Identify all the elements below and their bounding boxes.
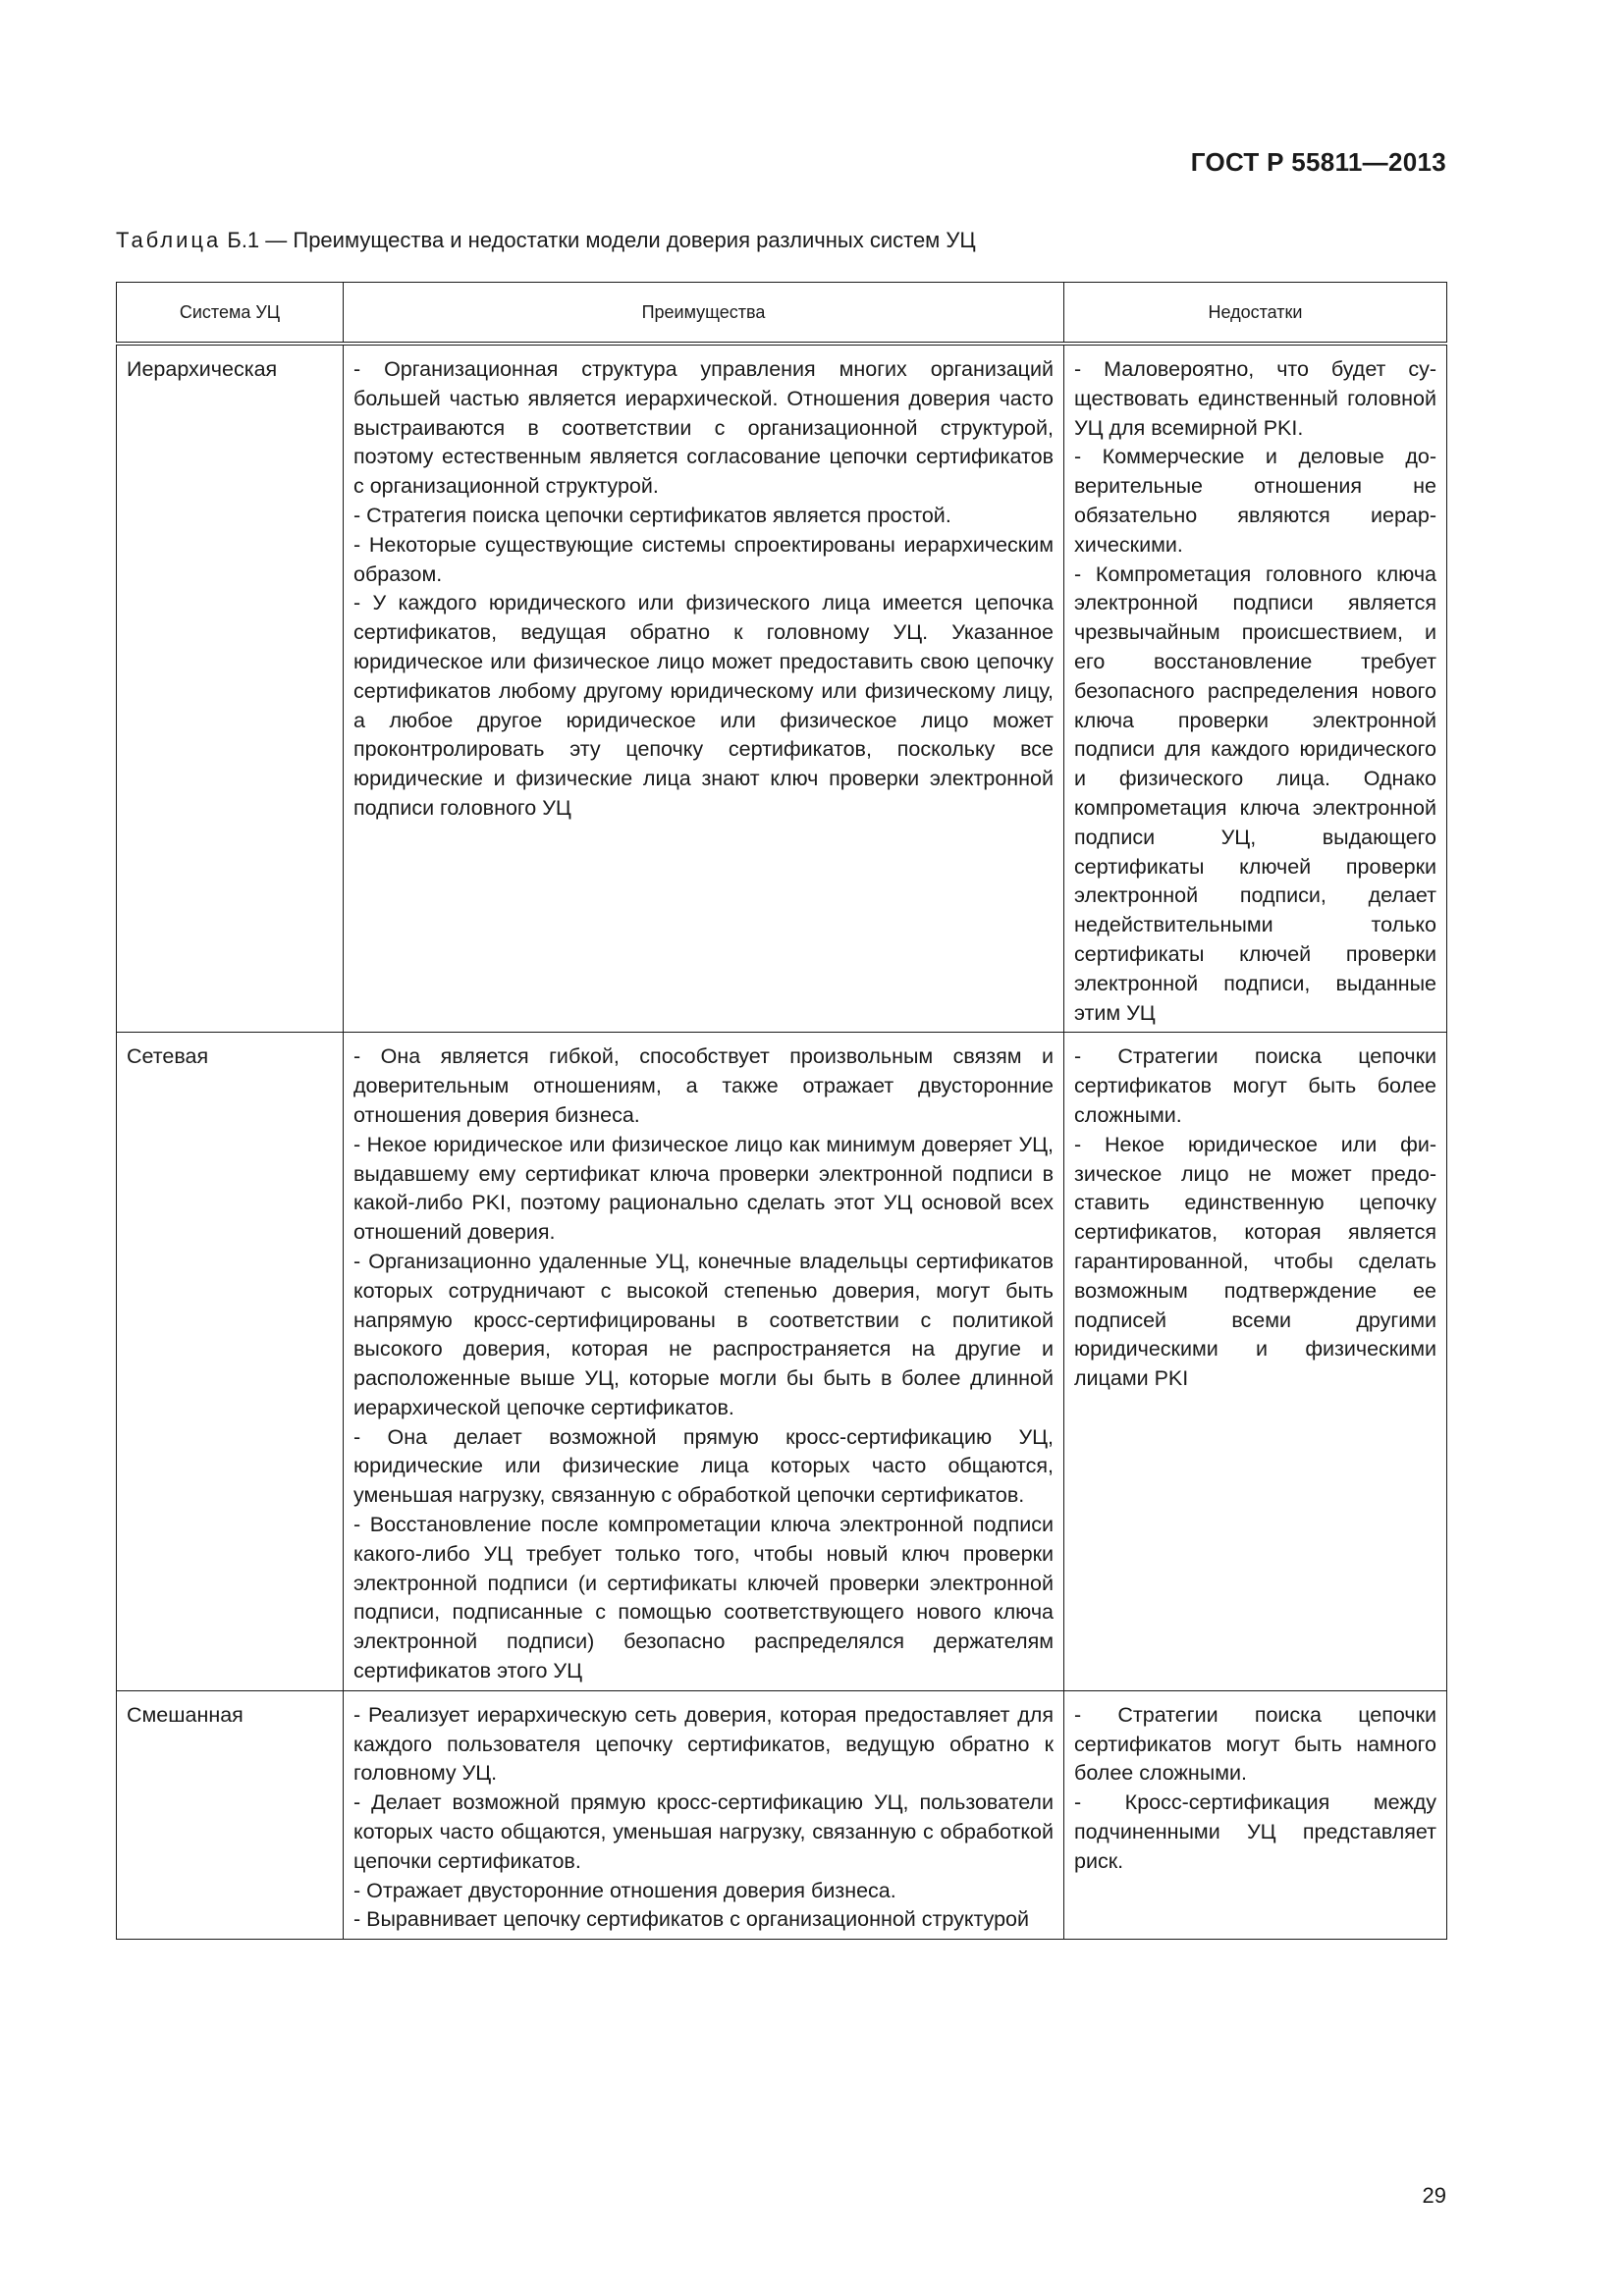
system-cell: Смешанная — [117, 1690, 344, 1939]
advantage-item: - Она делает возможной прямую кросс-сертификацию УЦ, юридические или физические лица которых часто общаются, уменьшая нагрузку, связанную с обработкой цепочки сертификатов. — [353, 1424, 1054, 1508]
disadvantage-item: - Стратегии поиска цепочки сертификатов могут быть намного более сложными. — [1074, 1702, 1436, 1786]
system-cell: Сетевая — [117, 1033, 344, 1691]
column-header-disadvantages: Недостатки — [1064, 283, 1447, 345]
advantage-item: - Стратегия поиска цепочки сертификатов является простой. — [353, 503, 951, 527]
disadvantage-item: - Маловероятно, что будет существовать единственный головной УЦ для всемирной PKI. — [1074, 357, 1436, 440]
disadvantages-cell — [1064, 1033, 1447, 1691]
advantages-cell — [344, 344, 1064, 1033]
disadvantage-item: - Некое юридическое или физическое лицо не может предоставить единственную цепочку сертификатов, которая является гарантированной, чтобы сделать возможным подтверждение ее подписей всеми другими юридическими и физическими лицами PKI — [1074, 1132, 1436, 1391]
advantage-item: - Организационно удаленные УЦ, конечные владельцы сертификатов которых сотрудничают с высокой степенью доверия, могут быть напрямую кросс-сертифицированы в соответствии с политикой высокого доверия, которая не распространяется на другие и расположенные выше УЦ, которые могли бы быть в более длинной иерархической цепочке сертификатов. — [353, 1249, 1054, 1419]
disadvantage-item: - Коммерческие и деловые доверительные отношения не обязательно являются иерархическими. — [1074, 445, 1436, 557]
page-number: 29 — [1422, 2183, 1446, 2208]
column-header-system: Система УЦ — [117, 283, 344, 345]
advantage-item: - Восстановление после компрометации ключа электронной подписи какого-либо УЦ требует только того, чтобы новый ключ проверки электронной подписи (и сертификаты ключей проверки электронной подписи, подписанные с помощью соответствующего нового ключа электронной подписи) безопасно распределялся держателям сертификатов этого УЦ — [353, 1513, 1054, 1683]
table-caption-text: Б.1 — Преимущества и недостатки модели доверия различных систем УЦ — [221, 228, 976, 252]
table-caption-prefix: Таблица — [116, 228, 222, 252]
disadvantage-item: - Стратегии поиска цепочки сертификатов могут быть более сложными. — [1074, 1044, 1436, 1127]
system-cell: Иерархическая — [117, 344, 344, 1033]
disadvantages-cell — [1064, 344, 1447, 1033]
document-code: ГОСТ Р 55811—2013 — [1190, 147, 1446, 177]
advantage-item: - Некое юридическое или физическое лицо как минимум доверяет УЦ, выдавшему ему сертификат ключа проверки электронной подписи в какой-либо PKI, поэтому рационально сделать этот УЦ основой всех отношений доверия. — [353, 1132, 1054, 1245]
advantage-item: - Организационная структура управления многих организаций большей частью является иерархической. Отношения доверия часто выстраиваются в соответствии с организационной структурой, поэтому естественным является согласование цепочки сертификатов с организационной структурой. — [353, 357, 1054, 499]
disadvantages-cell — [1064, 1690, 1447, 1939]
advantages-cell — [344, 1690, 1064, 1939]
table-caption — [116, 228, 976, 253]
disadvantage-item: - Кросс-сертификация между подчиненными УЦ представляет риск. — [1074, 1790, 1436, 1873]
table-row — [117, 344, 1447, 1033]
advantage-item: - Некоторые существующие системы спроектированы иерархическим образом. — [353, 532, 1054, 586]
table-row — [117, 1033, 1447, 1691]
advantage-item: - Реализует иерархическую сеть доверия, которая предоставляет для каждого пользователя цепочку сертификатов, ведущую обратно к головному УЦ. — [353, 1702, 1054, 1786]
advantage-item: - Она является гибкой, способствует произвольным связям и доверительным отношениям, а также отражает двусторонние отношения доверия бизнеса. — [353, 1044, 1054, 1127]
column-header-advantages: Преимущества — [344, 283, 1064, 345]
advantage-item: - Делает возможной прямую кросс-сертификацию УЦ, пользователи которых часто общаются, уменьшая нагрузку, связанную с обработкой цепочки сертификатов. — [353, 1790, 1054, 1873]
advantage-item: - Отражает двусторонние отношения доверия бизнеса. — [353, 1878, 896, 1902]
table-header-row — [117, 283, 1447, 345]
advantages-cell — [344, 1033, 1064, 1691]
trust-model-table — [116, 282, 1447, 1940]
disadvantage-item: - Компрометация головного ключа электронной подписи является чрезвычайным происшествием, и его восстановление требует безопасного распределения нового ключа проверки электронной подписи для каждого юридического и физического лица. Однако компрометация ключа электронной подписи УЦ, выдающего сертификаты ключей проверки электронной подписи, делает недействительными только сертификаты ключей проверки электронной подписи, выданные этим УЦ — [1074, 561, 1436, 1025]
advantage-item: - У каждого юридического или физического лица имеется цепочка сертификатов, ведущая обратно к головному УЦ. Указанное юридическое или физическое лицо может предоставить свою цепочку сертификатов любому другому юридическому или физическому лицу, а любое другое юридическое или физическое лицо может проконтролировать эту цепочку сертификатов, поскольку все юридические и физические лица знают ключ проверки электронной подписи головного УЦ — [353, 591, 1054, 820]
advantage-item: - Выравнивает цепочку сертификатов с организационной структурой — [353, 1907, 1030, 1932]
table-row — [117, 1690, 1447, 1939]
